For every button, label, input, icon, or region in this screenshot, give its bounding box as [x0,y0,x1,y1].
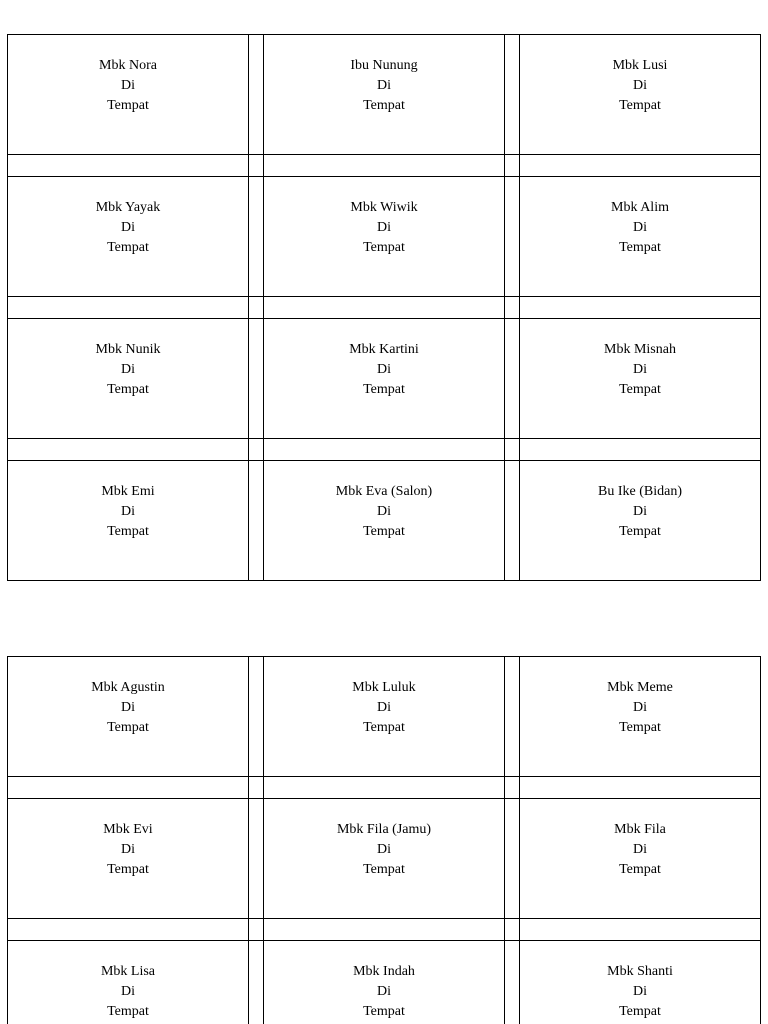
gap-cell [249,319,264,439]
spacer-row [8,297,761,319]
label-line-di: Di [633,842,647,857]
label-row [8,799,761,919]
spacer-row [8,439,761,461]
spacer-cell [264,155,505,177]
recipient-name: Bu Ike (Bidan) [598,484,682,499]
address-label [520,941,761,1024]
address-label [520,657,761,777]
spacer-cell [505,155,520,177]
address-label [8,319,249,439]
gap-cell [505,461,520,581]
label-line-di: Di [633,78,647,93]
label-line-di: Di [377,362,391,377]
label-line-tempat: Tempat [619,720,661,735]
label-line-di: Di [121,700,135,715]
label-line-di: Di [633,700,647,715]
label-line-di: Di [377,700,391,715]
label-text [520,941,760,1022]
recipient-name: Mbk Lusi [612,58,668,73]
label-text [520,177,760,258]
spacer-cell [505,297,520,319]
label-text [8,799,248,880]
spacer-cell [249,155,264,177]
label-text [8,319,248,400]
label-text [8,35,248,116]
label-line-di: Di [377,984,391,999]
spacer-cell [8,919,249,941]
gap-cell [249,799,264,919]
label-text [264,461,504,542]
recipient-name: Mbk Emi [101,484,155,499]
address-label [264,799,505,919]
gap-cell [249,657,264,777]
address-label [520,35,761,155]
label-line-tempat: Tempat [619,382,661,397]
address-label [264,177,505,297]
recipient-name: Mbk Meme [607,680,673,695]
label-text [520,35,760,116]
address-label [8,657,249,777]
label-line-tempat: Tempat [107,240,149,255]
label-line-tempat: Tempat [107,1004,149,1019]
address-label [520,177,761,297]
spacer-cell [264,439,505,461]
label-line-di: Di [121,842,135,857]
label-line-di: Di [633,504,647,519]
label-text [520,657,760,738]
gap-cell [505,941,520,1024]
spacer-cell [249,777,264,799]
address-label [8,177,249,297]
spacer-cell [8,439,249,461]
recipient-name: Mbk Lisa [100,964,156,979]
recipient-name: Mbk Eva (Salon) [335,484,433,499]
label-line-tempat: Tempat [363,720,405,735]
recipient-name: Mbk Indah [353,964,415,979]
spacer-cell [264,777,505,799]
recipient-name: Mbk Shanti [607,964,673,979]
label-line-tempat: Tempat [619,240,661,255]
label-line-tempat: Tempat [363,382,405,397]
address-label [264,941,505,1024]
address-label [8,461,249,581]
recipient-name: Mbk Nora [99,58,157,73]
recipient-name: Ibu Nunung [350,58,418,73]
spacer-cell [264,297,505,319]
label-line-di: Di [121,504,135,519]
label-line-di: Di [377,78,391,93]
label-text [520,319,760,400]
label-line-tempat: Tempat [107,98,149,113]
label-line-di: Di [121,78,135,93]
label-text [264,799,504,880]
label-line-tempat: Tempat [363,98,405,113]
recipient-name: Mbk Misnah [604,342,676,357]
label-line-di: Di [633,362,647,377]
spacer-cell [249,439,264,461]
recipient-name: Mbk Yayak [95,200,161,215]
label-line-tempat: Tempat [107,382,149,397]
label-text [520,461,760,542]
address-label-table-2 [7,656,761,1024]
label-line-di: Di [377,504,391,519]
label-line-tempat: Tempat [107,720,149,735]
address-label [8,35,249,155]
label-text [264,657,504,738]
label-line-di: Di [121,362,135,377]
spacer-row [8,777,761,799]
address-label [264,461,505,581]
label-text [8,657,248,738]
spacer-cell [520,297,761,319]
spacer-cell [8,297,249,319]
label-line-tempat: Tempat [363,240,405,255]
label-row [8,319,761,439]
label-line-tempat: Tempat [363,524,405,539]
gap-cell [249,177,264,297]
label-text [264,35,504,116]
spacer-cell [264,919,505,941]
address-label [520,461,761,581]
gap-cell [249,461,264,581]
label-line-di: Di [377,842,391,857]
spacer-cell [520,777,761,799]
spacer-row [8,155,761,177]
label-text [8,177,248,258]
gap-cell [505,319,520,439]
label-line-di: Di [121,984,135,999]
spacer-cell [520,155,761,177]
address-label [8,799,249,919]
label-row [8,461,761,581]
gap-cell [505,35,520,155]
spacer-cell [505,777,520,799]
spacer-cell [249,919,264,941]
label-line-tempat: Tempat [619,524,661,539]
gap-cell [249,941,264,1024]
address-label [520,799,761,919]
recipient-name: Mbk Luluk [352,680,416,695]
label-row [8,177,761,297]
label-row [8,657,761,777]
address-label [264,319,505,439]
label-text [520,799,760,880]
label-text [264,177,504,258]
label-line-tempat: Tempat [107,862,149,877]
label-line-di: Di [633,220,647,235]
spacer-cell [249,297,264,319]
label-line-di: Di [377,220,391,235]
spacer-cell [8,155,249,177]
label-line-tempat: Tempat [363,1004,405,1019]
address-label [264,657,505,777]
label-row [8,941,761,1024]
spacer-cell [520,439,761,461]
spacer-cell [520,919,761,941]
label-line-tempat: Tempat [619,862,661,877]
label-row [8,35,761,155]
recipient-name: Mbk Fila [614,822,666,837]
gap-cell [249,35,264,155]
label-line-tempat: Tempat [619,1004,661,1019]
label-text [264,941,504,1022]
spacer-cell [505,919,520,941]
address-label [8,941,249,1024]
address-label [264,35,505,155]
recipient-name: Mbk Kartini [349,342,419,357]
label-line-di: Di [121,220,135,235]
label-line-tempat: Tempat [107,524,149,539]
label-text [8,461,248,542]
recipient-name: Mbk Wiwik [350,200,418,215]
gap-cell [505,657,520,777]
label-line-di: Di [633,984,647,999]
spacer-row [8,919,761,941]
gap-cell [505,799,520,919]
gap-cell [505,177,520,297]
spacer-cell [8,777,249,799]
recipient-name: Mbk Nunik [95,342,161,357]
spacer-cell [505,439,520,461]
label-line-tempat: Tempat [619,98,661,113]
address-label-table-1 [7,34,761,581]
label-line-tempat: Tempat [363,862,405,877]
recipient-name: Mbk Fila (Jamu) [336,822,432,837]
recipient-name: Mbk Evi [103,822,153,837]
label-text [264,319,504,400]
label-text [8,941,248,1022]
recipient-name: Mbk Agustin [91,680,165,695]
address-label [520,319,761,439]
recipient-name: Mbk Alim [611,200,669,215]
